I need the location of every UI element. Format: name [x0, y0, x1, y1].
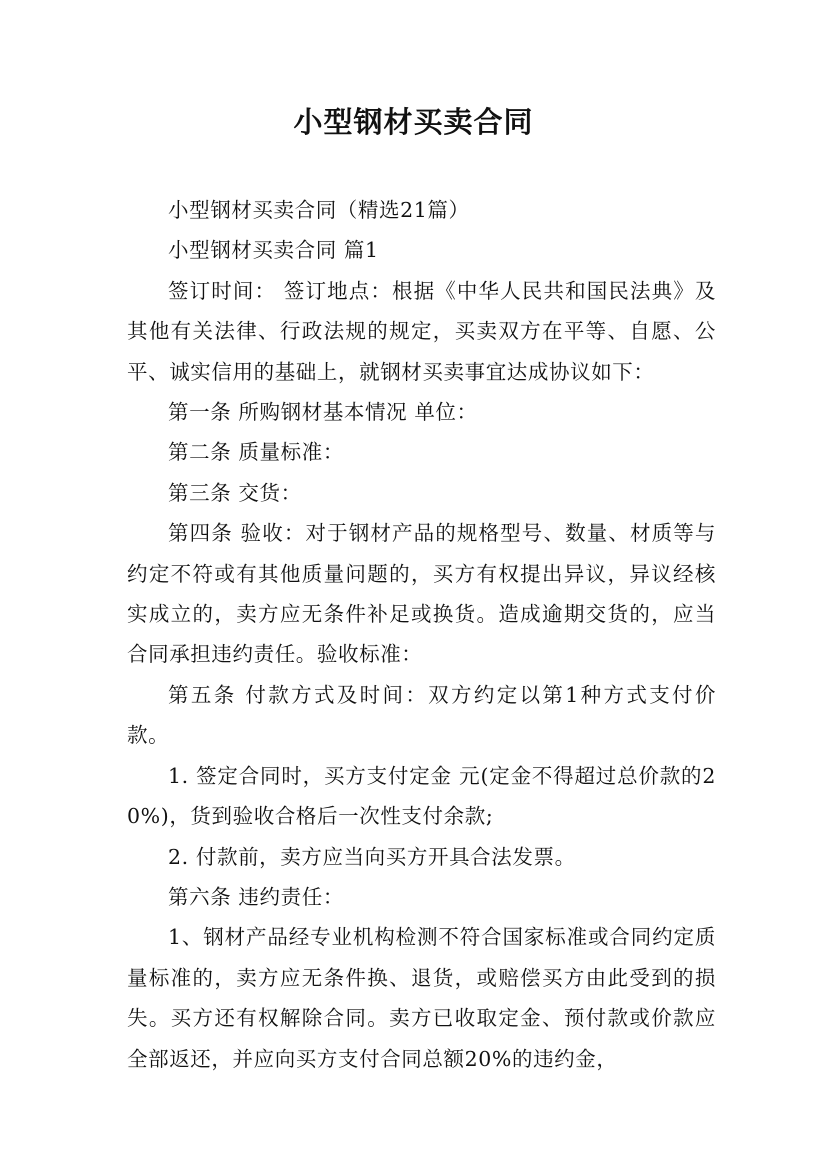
document-body	[127, 190, 716, 1079]
paragraph-article-1: 第一条 所购钢材基本情况 单位：	[168, 400, 478, 425]
paragraph-payment-item-2: 2. 付款前，卖方应当向买方开具合法发票。	[168, 844, 576, 869]
paragraph-liability-item-1: 1、钢材产品经专业机构检测不符合国家标准或合同约定质量标准的，卖方应无条件换、退货，或赔偿买方由此受到的损失。买方还有权解除合同。卖方已收取定金、预付款或价款应全部返还，并应向买方支付合同总额20%的违约金，	[127, 925, 716, 1071]
paragraph-article-2: 第二条 质量标准：	[168, 440, 344, 465]
paragraph-payment-item-1: 1. 签定合同时，买方支付定金 元(定金不得超过总价款的20%)，货到验收合格后一次性支付余款;	[127, 763, 716, 829]
paragraph-article-4: 第四条 验收：对于钢材产品的规格型号、数量、材质等与约定不符或有其他质量问题的，买方有权提出异议，异议经核实成立的，卖方应无条件补足或换货。造成逾期交货的，应当合同承担违约责任。验收标准：	[127, 521, 716, 667]
paragraph-article-5: 第五条 付款方式及时间：双方约定以第1种方式支付价款。	[127, 682, 716, 748]
paragraph-preamble: 签订时间： 签订地点：根据《中华人民共和国民法典》及其他有关法律、行政法规的规定，买卖双方在平等、自愿、公平、诚实信用的基础上，就钢材买卖事宜达成协议如下：	[127, 278, 716, 384]
paragraph-heading: 小型钢材买卖合同（精选21篇）	[168, 198, 470, 222]
paragraph-article-6: 第六条 违约责任：	[168, 884, 344, 909]
paragraph-section-title: 小型钢材买卖合同 篇1	[168, 238, 379, 263]
document-title: 小型钢材买卖合同	[293, 105, 534, 139]
paragraph-article-3: 第三条 交货：	[168, 480, 302, 505]
